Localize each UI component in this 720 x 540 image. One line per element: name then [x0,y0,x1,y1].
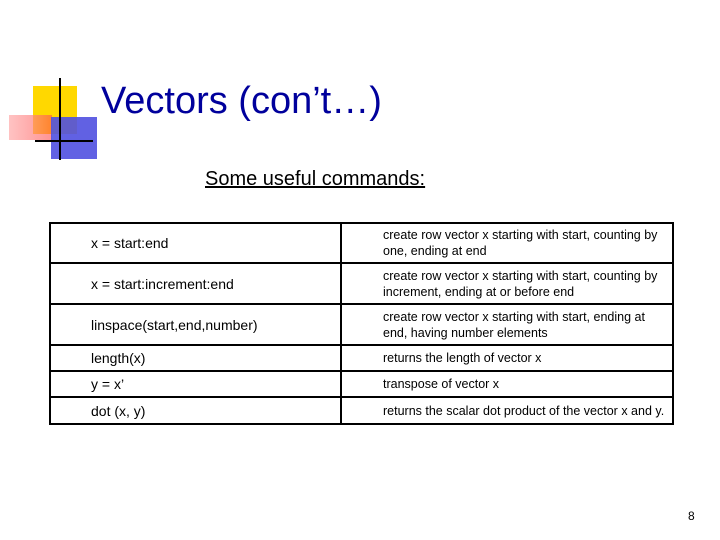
decorative-vertical-line [59,78,61,160]
decorative-blue-square [51,117,97,159]
commands-table [49,222,674,425]
description-cell: returns the scalar dot product of the vector x and y. [341,397,673,424]
table-row [50,304,673,345]
table-row [50,397,673,424]
description-cell: create row vector x starting with start, counting by increment, ending at or before end [341,263,673,304]
command-cell: dot (x, y) [50,397,341,424]
description-cell: transpose of vector x [341,371,673,397]
description-cell: create row vector x starting with start, counting by one, ending at end [341,223,673,263]
decorative-red-bar [9,115,52,140]
command-cell: x = start:end [50,223,341,263]
slide-title: Vectors (con’t…) [101,80,382,122]
command-cell: y = x’ [50,371,341,397]
table-row [50,371,673,397]
table-row [50,345,673,371]
page-number: 8 [688,509,695,523]
slide-subtitle: Some useful commands: [205,168,426,190]
command-cell: linspace(start,end,number) [50,304,341,345]
description-cell: create row vector x starting with start, ending at end, having number elements [341,304,673,345]
decorative-horizontal-line [35,140,93,142]
command-cell: length(x) [50,345,341,371]
table-row [50,223,673,263]
table-row [50,263,673,304]
command-cell: x = start:increment:end [50,263,341,304]
description-cell: returns the length of vector x [341,345,673,371]
